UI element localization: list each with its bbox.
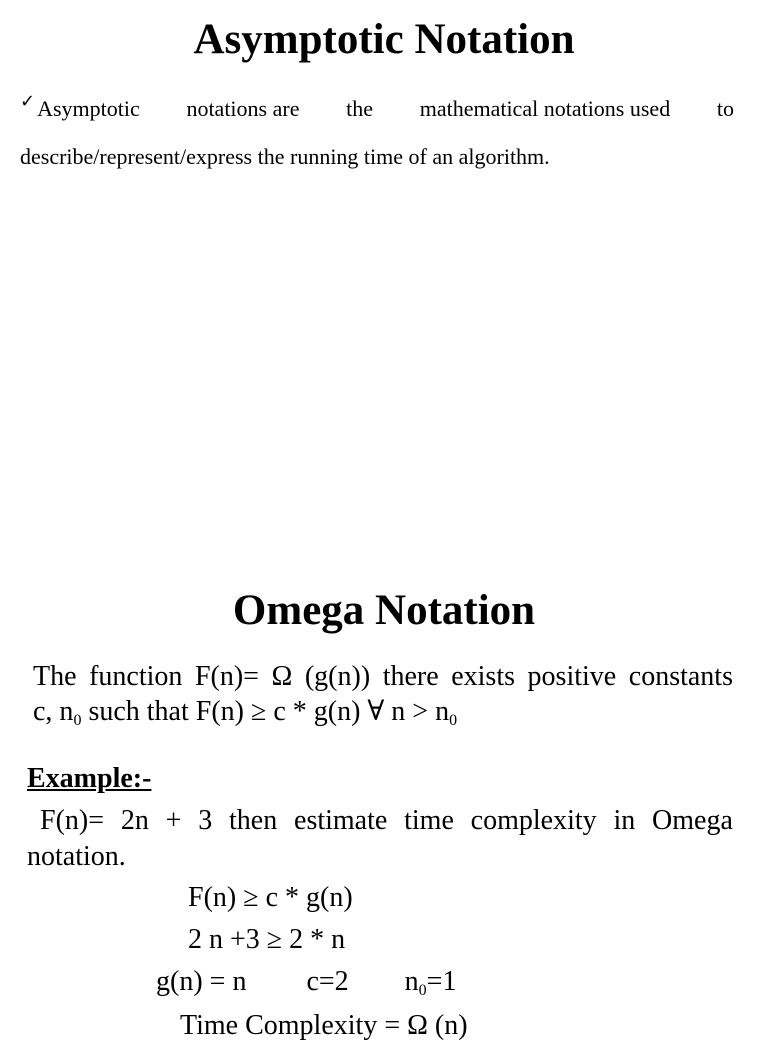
example-paragraph [27,803,733,875]
example-line-2: notation. [27,841,126,872]
definition-line-1 [33,659,733,694]
example-word: 2n [120,805,149,836]
definition-word: The [33,661,77,692]
omega-definition [33,659,733,729]
example-word: in [613,805,636,836]
example-word: time [404,805,454,836]
example-word: complexity [470,805,597,836]
math-expression: n [404,966,419,997]
example-heading: Example:- [27,763,152,794]
subscript: 0 [418,982,427,999]
math-expression: =1 [426,966,457,997]
intro-paragraph [20,86,734,180]
intro-line-2: describe/represent/express the running time of an algorithm. [20,144,550,169]
example-word: 3 [198,805,213,836]
definition-text: such that F(n) ≥ c * g(n) ∀ n > n [81,696,450,727]
definition-word: positive [527,661,617,692]
intro-word: the [346,96,374,121]
page-title: Asymptotic Notation [193,16,575,63]
definition-word: exists [451,661,515,692]
definition-word: there [382,661,439,692]
definition-word: function [89,661,183,692]
math-line-2: 2 n +3 ≥ 2 * n [188,924,346,955]
math-expression: g(n) = n [156,966,247,997]
definition-word: (g(n)) [304,661,371,692]
intro-line-1 [20,86,734,134]
example-word: then [229,805,278,836]
example-word: estimate [294,805,388,836]
intro-word: Asymptotic [37,96,140,121]
intro-first-word-group [20,86,140,134]
definition-line-2 [33,694,733,729]
example-word: F(n)= [40,805,105,836]
math-line-3 [156,964,456,1000]
intro-word: mathematical notations used [419,96,671,121]
example-word: + [165,805,182,836]
intro-word: notations are [186,96,300,121]
subscript: 0 [73,712,82,729]
example-line-1 [27,803,733,839]
section-title: Omega Notation [232,587,536,634]
definition-word: constants [628,661,733,692]
example-word: Omega [652,805,733,836]
subscript: 0 [449,712,458,729]
definition-word: Ω [271,661,293,692]
definition-text: c, n [33,696,74,727]
math-line-4: Time Complexity = Ω (n) [180,1010,468,1041]
checkmark-icon: ✓ [20,91,36,112]
math-expression: c=2 [306,966,349,997]
definition-word: F(n)= [194,661,259,692]
intro-word: to [716,96,734,121]
math-line-1: F(n) ≥ c * g(n) [188,882,353,913]
